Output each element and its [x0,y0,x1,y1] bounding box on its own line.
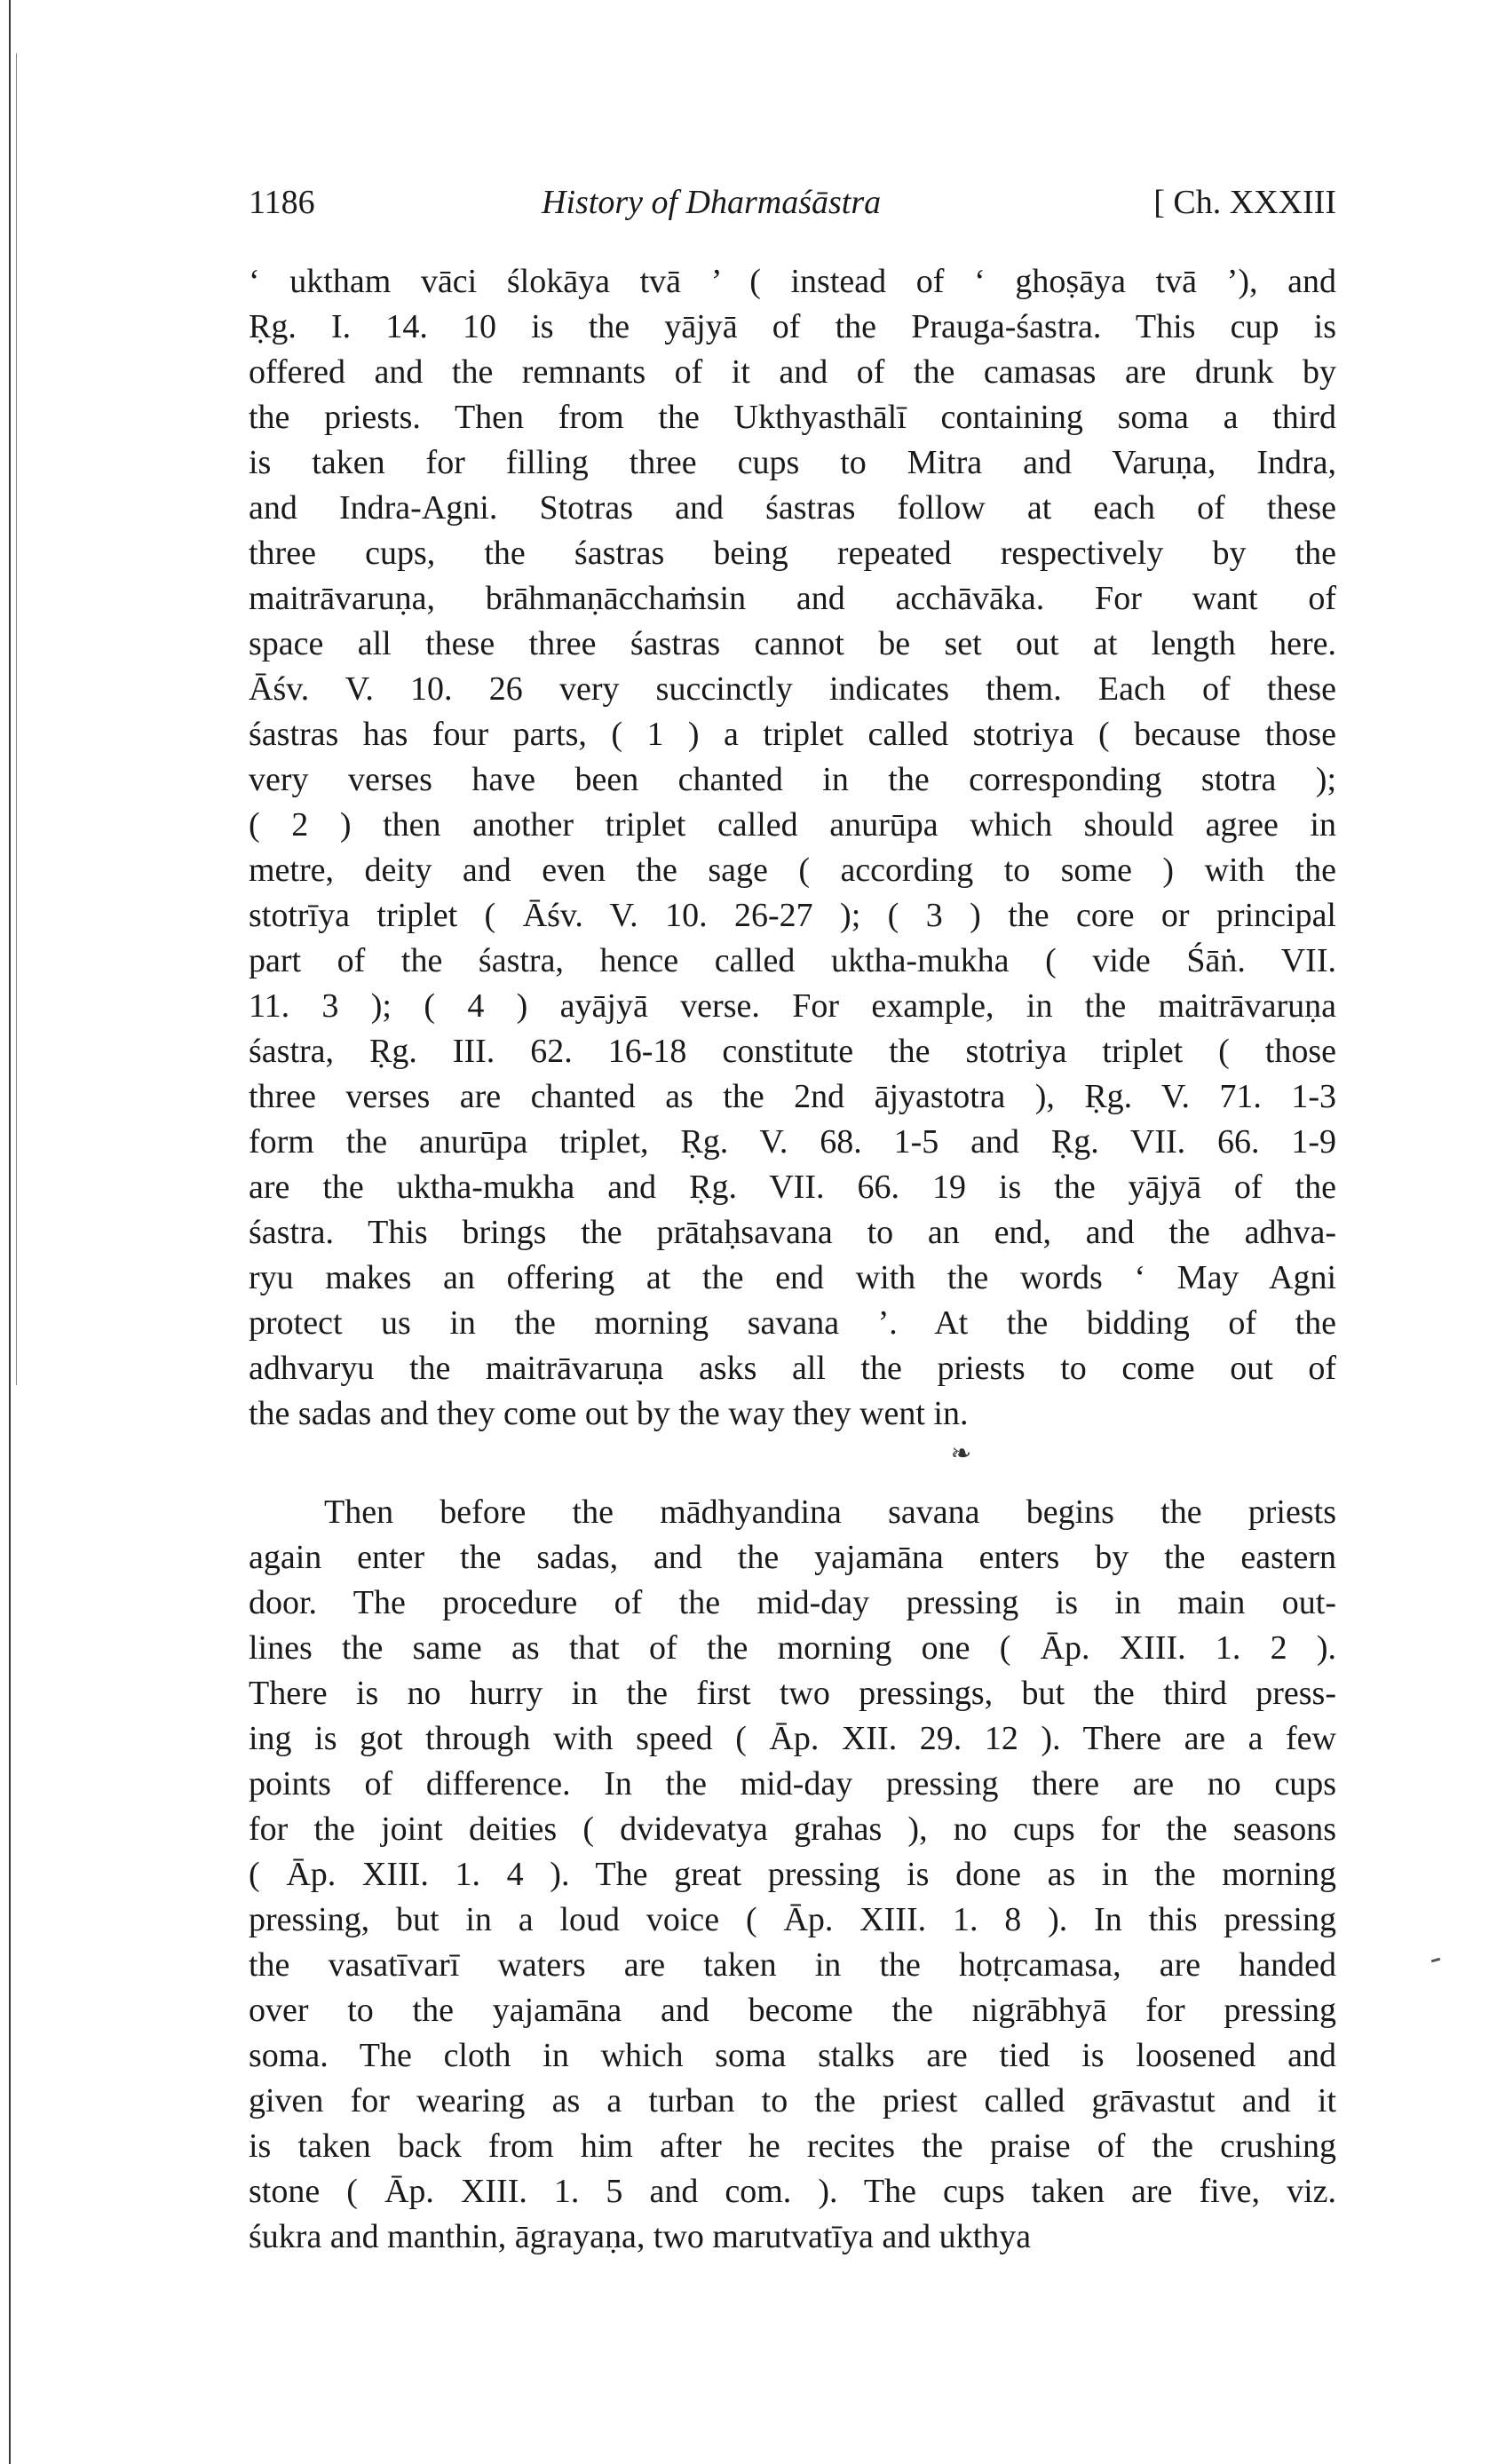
page-number: 1186 [249,184,315,221]
paragraph-2 [249,1490,1336,2260]
text-line: form the anurūpa triplet, Ṛg. V. 68. 1-5 and Ṛg. VII. 66. 1-9 [249,1123,1336,1161]
section-ornament: ❧ [950,1440,972,1468]
text-line: is taken back from him after he recites the praise of the crushing [249,2127,1336,2165]
text-line: soma. The cloth in which soma stalks are tied is loosened and [249,2037,1336,2074]
text-line: again enter the sadas, and the yajamāna enters by the eastern [249,1539,1336,1576]
text-line: There is no hurry in the first two pressings, but the third press- [249,1675,1336,1712]
text-line: three verses are chanted as the 2nd ājyastotra ), Ṛg. V. 71. 1-3 [249,1078,1336,1115]
text-line: for the joint deities ( dvidevatya grahas ), no cups for the seasons [249,1810,1336,1848]
text-line: given for wearing as a turban to the priest called grāvastut and it [249,2082,1336,2119]
text-line: very verses have been chanted in the corresponding stotra ); [249,761,1336,798]
text-line: metre, deity and even the sage ( according to some ) with the [249,852,1336,889]
text-line: śastra. This brings the prātaḥsavana to an end, and the adhva- [249,1214,1336,1251]
text-line: three cups, the śastras being repeated respectively by the [249,535,1336,572]
running-head [249,183,1336,227]
text-line: the vasatīvarī waters are taken in the hotṛcamasa, are handed [249,1946,1336,1984]
text-line: is taken for filling three cups to Mitra and Varuṇa, Indra, [249,444,1336,481]
stray-mark [1431,1958,1440,1962]
text-line: śukra and manthin, āgrayaṇa, two marutvatīya and ukthya [249,2218,1032,2255]
text-line: protect us in the morning savana ’. At the bidding of the [249,1304,1336,1342]
text-line: ing is got through with speed ( Āp. XII. 29. 12 ). There are a few [249,1720,1336,1757]
text-line: over to the yajamāna and become the nigrābhyā for pressing [249,1992,1336,2029]
text-line: Then before the mādhyandina savana begins the priests [324,1493,1336,1531]
text-line: ( Āp. XIII. 1. 4 ). The great pressing is done as in the morning [249,1856,1336,1893]
text-line: pressing, but in a loud voice ( Āp. XIII. 1. 8 ). In this pressing [249,1901,1336,1938]
text-line: space all these three śastras cannot be set out at length here. [249,625,1336,662]
text-line: stotrīya triplet ( Āśv. V. 10. 26-27 ); ( 3 ) the core or principal [249,897,1336,934]
paragraph-1 [249,259,1336,1437]
page-edge-rule-secondary [16,53,17,1385]
text-line: śastra, Ṛg. III. 62. 16-18 constitute the stotriya triplet ( those [249,1033,1336,1070]
text-line: ‘ uktham vāci ślokāya tvā ’ ( instead of ‘ ghoṣāya tvā ’), and [249,263,1336,300]
text-line: Āśv. V. 10. 26 very succinctly indicates them. Each of these [249,670,1336,708]
text-line: door. The procedure of the mid-day pressing is in main out- [249,1584,1336,1621]
text-line: maitrāvaruṇa, brāhmaṇācchaṁsin and acchāvāka. For want of [249,580,1336,617]
body-text [249,259,1336,2260]
text-line: part of the śastra, hence called uktha-mukha ( vide Śāṅ. VII. [249,942,1336,979]
text-line: are the uktha-mukha and Ṛg. VII. 66. 19 is the yājyā of the [249,1169,1336,1206]
text-line: the priests. Then from the Ukthyasthālī containing soma a third [249,399,1336,436]
text-line: 11. 3 ); ( 4 ) ayājyā verse. For example, in the maitrāvaruṇa [249,987,1336,1025]
text-line: ryu makes an offering at the end with the words ‘ May Agni [249,1259,1336,1296]
text-line: offered and the remnants of it and of the camasas are drunk by [249,353,1336,391]
text-line: lines the same as that of the morning one ( Āp. XIII. 1. 2 ). [249,1629,1336,1667]
text-line: stone ( Āp. XIII. 1. 5 and com. ). The cups taken are five, viz. [249,2173,1336,2210]
text-line: and Indra-Agni. Stotras and śastras follow at each of these [249,489,1336,527]
book-title: History of Dharmaśāstra [542,184,882,221]
text-line: points of difference. In the mid-day pressing there are no cups [249,1765,1336,1802]
text-line: adhvaryu the maitrāvaruṇa asks all the priests to come out of [249,1350,1336,1387]
text-line: the sadas and they come out by the way they went in. [249,1395,969,1432]
text-line: Ṛg. I. 14. 10 is the yājyā of the Prauga-śastra. This cup is [249,308,1336,345]
text-line: śastras has four parts, ( 1 ) a triplet called stotriya ( because those [249,716,1336,753]
text-line: ( 2 ) then another triplet called anurūpa which should agree in [249,806,1336,844]
chapter-label: [ Ch. XXXIII [1153,184,1336,221]
page-edge-rule [9,0,11,2464]
